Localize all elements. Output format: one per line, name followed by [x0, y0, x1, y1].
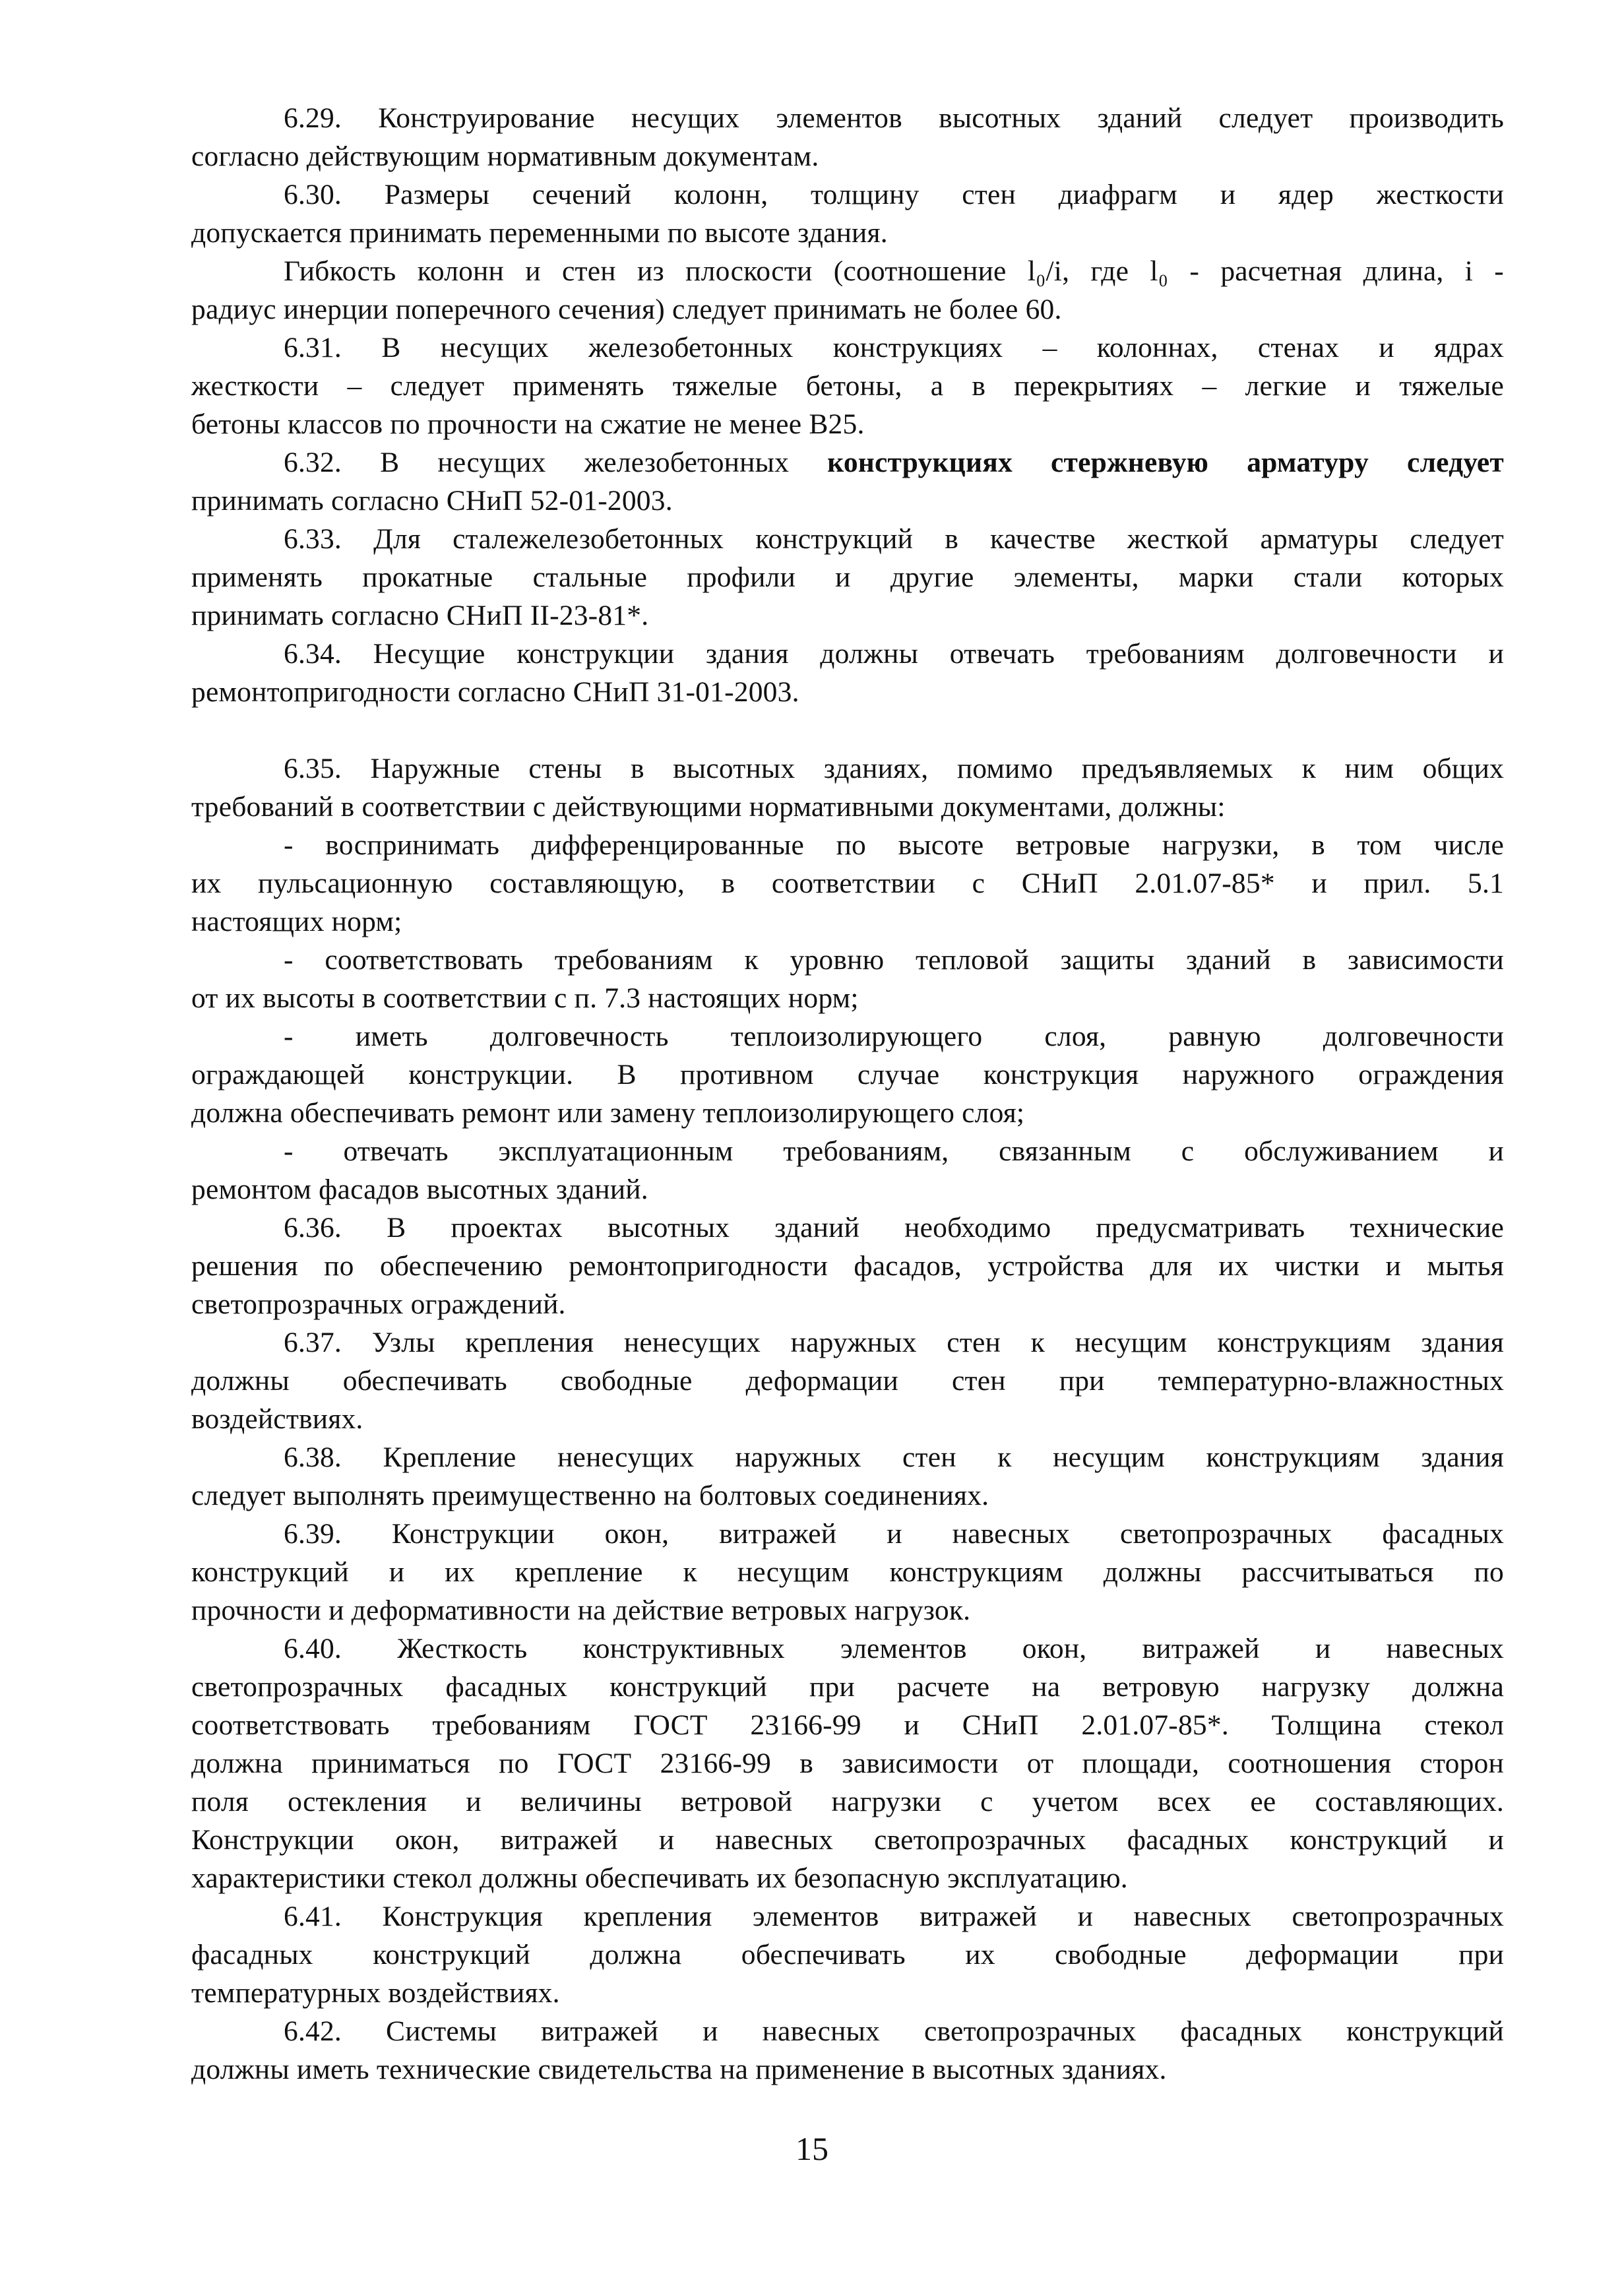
text-line	[191, 443, 1504, 482]
text-line: 6.41. Конструкция крепления элементов витражей и навесных светопрозрачных	[284, 1901, 1504, 1932]
text-line: согласно действующим нормативным документам.	[191, 141, 819, 172]
text-line: конструкций и их крепление к несущим конструкциям должны рассчитываться по	[191, 1556, 1504, 1588]
text-line: решения по обеспечению ремонтопригодности фасадов, устройства для их чистки и мытья	[191, 1250, 1504, 1282]
paragraph-6-33	[191, 520, 1504, 635]
text-line: принимать согласно СНиП II-23-81*.	[191, 600, 649, 631]
text-line: 6.29. Конструирование несущих элементов высотных зданий следует производить	[284, 102, 1504, 134]
text-line: должна обеспечивать ремонт или замену теплоизолирующего слоя;	[191, 1097, 1025, 1129]
text-line: - воспринимать дифференцированные по высоте ветровые нагрузки, в том числе	[284, 829, 1504, 861]
text-line: 6.37. Узлы крепления ненесущих наружных стен к несущим конструкциям здания	[284, 1327, 1504, 1358]
paragraph-6-40	[191, 1629, 1504, 1897]
text-line: поля остекления и величины ветровой нагрузки с учетом всех ее составляющих.	[191, 1786, 1504, 1817]
text-line: жесткости – следует применять тяжелые бетоны, а в перекрытиях – легкие и тяжелые	[191, 370, 1504, 402]
text-line: фасадных конструкций должна обеспечивать их свободные деформации при	[191, 1939, 1504, 1971]
text-line: должны иметь технические свидетельства на применение в высотных зданиях.	[191, 2054, 1167, 2085]
list-item-durability	[191, 1017, 1504, 1132]
paragraph-6-39	[191, 1515, 1504, 1629]
text-line: 6.35. Наружные стены в высотных зданиях, помимо предъявляемых к ним общих	[284, 753, 1504, 784]
text-line: 6.38. Крепление ненесущих наружных стен к несущим конструкциям здания	[284, 1441, 1504, 1473]
text-normal: 6.32. В несущих железобетонных	[284, 447, 828, 478]
text-line: бетоны классов по прочности на сжатие не менее В25.	[191, 408, 865, 440]
text-line: 6.34. Несущие конструкции здания должны отвечать требованиям долговечности и	[284, 638, 1504, 670]
text-line: - соответствовать требованиям к уровню тепловой защиты зданий в зависимости	[284, 944, 1504, 976]
text-line: ремонтопригодности согласно СНиП 31-01-2003.	[191, 676, 799, 708]
text-line: температурных воздействиях.	[191, 1977, 560, 2009]
list-item-maintenance	[191, 1132, 1504, 1209]
text-line: должны обеспечивать свободные деформации стен при температурно-влажностных	[191, 1365, 1504, 1397]
text-line: 6.36. В проектах высотных зданий необходимо предусматривать технические	[284, 1212, 1504, 1244]
document-page	[191, 99, 1504, 2089]
paragraph-6-37	[191, 1323, 1504, 1438]
text-line: 6.30. Размеры сечений колонн, толщину стен диафрагм и ядер жесткости	[284, 179, 1504, 210]
text-line: прочности и деформативности на действие ветровых нагрузок.	[191, 1595, 971, 1626]
text-line: следует выполнять преимущественно на болтовых соединениях.	[191, 1480, 989, 1511]
paragraph-6-41	[191, 1897, 1504, 2012]
page-number: 15	[796, 2130, 828, 2167]
text-line: 6.33. Для сталежелезобетонных конструкций в качестве жесткой арматуры следует	[284, 523, 1504, 555]
text-line: светопрозрачных ограждений.	[191, 1288, 566, 1320]
text-line: характеристики стекол должны обеспечивать их безопасную эксплуатацию.	[191, 1862, 1128, 1894]
paragraph-6-30	[191, 175, 1504, 252]
paragraph-6-36	[191, 1209, 1504, 1323]
paragraph-gap	[191, 711, 1504, 749]
text-line: принимать согласно СНиП 52-01-2003.	[191, 485, 673, 517]
list-item-wind-loads	[191, 826, 1504, 941]
paragraph-6-42	[191, 2012, 1504, 2089]
text-line: 6.31. В несущих железобетонных конструкциях – колоннах, стенах и ядрах	[284, 332, 1504, 363]
text-line: должна приниматься по ГОСТ 23166-99 в зависимости от площади, соотношения сторон	[191, 1748, 1504, 1779]
text-line: светопрозрачных фасадных конструкций при расчете на ветровую нагрузку должна	[191, 1671, 1504, 1703]
paragraph-6-38	[191, 1438, 1504, 1515]
text-line: от их высоты в соответствии с п. 7.3 настоящих норм;	[191, 982, 859, 1014]
text-line: их пульсационную составляющую, в соответствии с СНиП 2.01.07-85* и прил. 5.1	[191, 868, 1504, 899]
text-line: Конструкции окон, витражей и навесных светопрозрачных фасадных конструкций и	[191, 1824, 1504, 1856]
text-line: настоящих норм;	[191, 906, 402, 937]
text-line: воздействиях.	[191, 1403, 363, 1435]
text-line: допускается принимать переменными по высоте здания.	[191, 217, 888, 249]
text-line: Гибкость колонн и стен из плоскости (соотношение l₀/i, где l₀ - расчетная длина, i -	[284, 255, 1504, 287]
paragraph-6-35	[191, 749, 1504, 826]
paragraph-6-34	[191, 635, 1504, 711]
text-line: ремонтом фасадов высотных зданий.	[191, 1174, 648, 1205]
paragraph-6-30-flexibility	[191, 252, 1504, 329]
text-line: 6.42. Системы витражей и навесных светопрозрачных фасадных конструкций	[284, 2015, 1504, 2047]
paragraph-6-31	[191, 329, 1504, 443]
text-line: радиус инерции поперечного сечения) следует принимать не более 60.	[191, 294, 1062, 325]
paragraph-6-32	[191, 443, 1504, 520]
list-item-thermal-protection	[191, 941, 1504, 1017]
text-line: соответствовать требованиям ГОСТ 23166-99 и СНиП 2.01.07-85*. Толщина стекол	[191, 1709, 1504, 1741]
text-line: 6.40. Жесткость конструктивных элементов окон, витражей и навесных	[284, 1633, 1504, 1664]
text-line: ограждающей конструкции. В противном случае конструкция наружного ограждения	[191, 1059, 1504, 1090]
text-line: 6.39. Конструкции окон, витражей и навесных светопрозрачных фасадных	[284, 1518, 1504, 1550]
text-line: требований в соответствии с действующими нормативными документами, должны:	[191, 791, 1226, 823]
text-line: - иметь долговечность теплоизолирующего слоя, равную долговечности	[284, 1021, 1504, 1052]
text-line: - отвечать эксплуатационным требованиям, связанным с обслуживанием и	[284, 1135, 1504, 1167]
text-bold: конструкциях стержневую арматуру следует	[827, 447, 1504, 478]
text-line: применять прокатные стальные профили и другие элементы, марки стали которых	[191, 561, 1504, 593]
paragraph-6-29	[191, 99, 1504, 175]
